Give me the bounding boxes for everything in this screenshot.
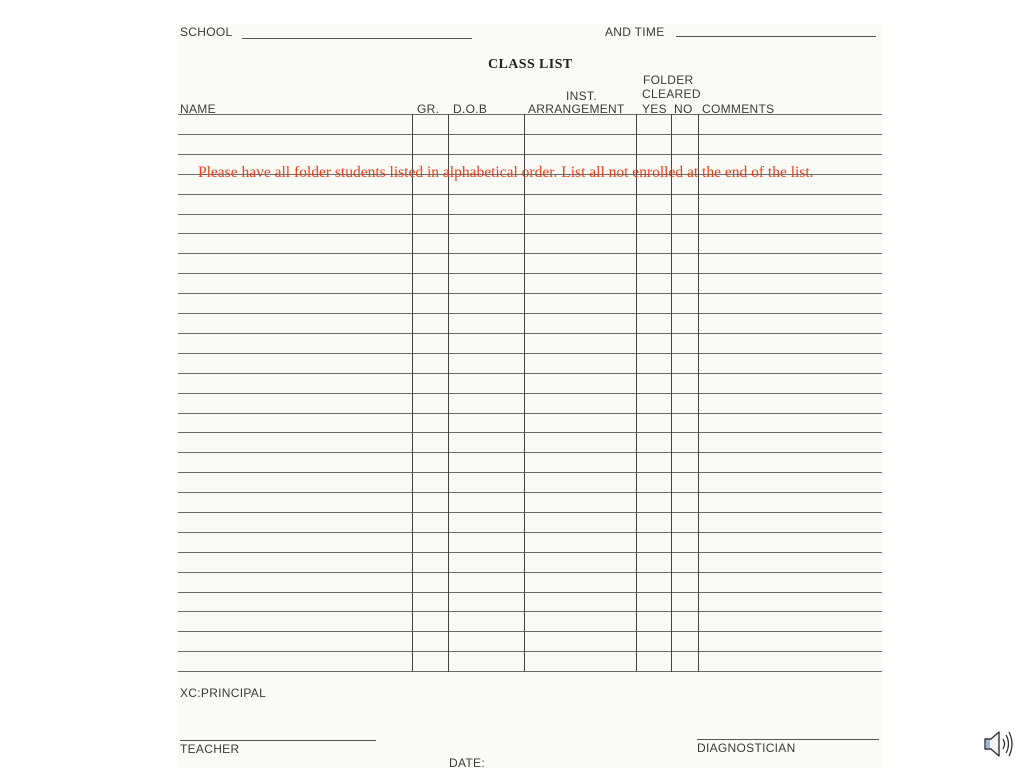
grid-row-line <box>178 134 882 135</box>
grid-row-line <box>178 611 882 612</box>
grid-row-line <box>178 233 882 234</box>
grid-row-line <box>178 273 882 274</box>
name-header: NAME <box>180 102 216 116</box>
and-time-label: AND TIME <box>605 25 665 39</box>
no-header: NO <box>674 102 693 116</box>
comments-header: COMMENTS <box>702 102 775 116</box>
and-time-line <box>676 36 876 37</box>
speaker-icon[interactable] <box>982 728 1016 760</box>
grid-row-line <box>178 592 882 593</box>
folder-header-line2: CLEARED <box>642 87 701 101</box>
grid-row-line <box>178 293 882 294</box>
grid-row-line <box>178 114 882 115</box>
grid-row-line <box>178 393 882 394</box>
instruction-note: Please have all folder students listed in alphabetical order. List all not enrolled at the end of the list. <box>198 164 814 181</box>
grid-row-line <box>178 572 882 573</box>
grid-row-line <box>178 651 882 652</box>
form-title: CLASS LIST <box>488 57 573 72</box>
school-label: SCHOOL <box>180 25 233 39</box>
grid-row-line <box>178 353 882 354</box>
gr-header: GR. <box>417 102 440 116</box>
grid-row-line <box>178 671 882 672</box>
grid-row-line <box>178 253 882 254</box>
yes-header: YES <box>642 102 667 116</box>
grid-row-line <box>178 413 882 414</box>
grid-row-line <box>178 432 882 433</box>
grid-row-line <box>178 492 882 493</box>
grid-column-line <box>448 114 449 672</box>
grid-row-line <box>178 552 882 553</box>
folder-header-line1: FOLDER <box>643 73 694 87</box>
grid-row-line <box>178 194 882 195</box>
grid-column-line <box>698 114 699 672</box>
school-line <box>242 38 472 39</box>
grid-row-line <box>178 333 882 334</box>
grid-row-line <box>178 532 882 533</box>
grid-row-line <box>178 512 882 513</box>
xc-principal-label: XC:PRINCIPAL <box>180 686 267 700</box>
dob-header: D.O.B <box>453 102 488 116</box>
inst-header-line2: ARRANGEMENT <box>528 102 625 116</box>
grid-row-line <box>178 313 882 314</box>
grid-row-line <box>178 154 882 155</box>
teacher-line <box>180 740 376 741</box>
grid-column-line <box>671 114 672 672</box>
grid-column-line <box>524 114 525 672</box>
inst-header-line1: INST. <box>566 89 597 103</box>
grid-column-line <box>412 114 413 672</box>
class-list-form <box>178 24 882 768</box>
grid-row-line <box>178 472 882 473</box>
grid-row-line <box>178 214 882 215</box>
teacher-label: TEACHER <box>180 742 240 756</box>
grid-row-line <box>178 373 882 374</box>
class-list-grid <box>178 114 882 672</box>
grid-column-line <box>636 114 637 672</box>
diagnostician-line <box>697 739 879 740</box>
grid-row-line <box>178 452 882 453</box>
diagnostician-label: DIAGNOSTICIAN <box>697 741 796 755</box>
grid-row-line <box>178 631 882 632</box>
date-label: DATE: <box>449 756 485 768</box>
